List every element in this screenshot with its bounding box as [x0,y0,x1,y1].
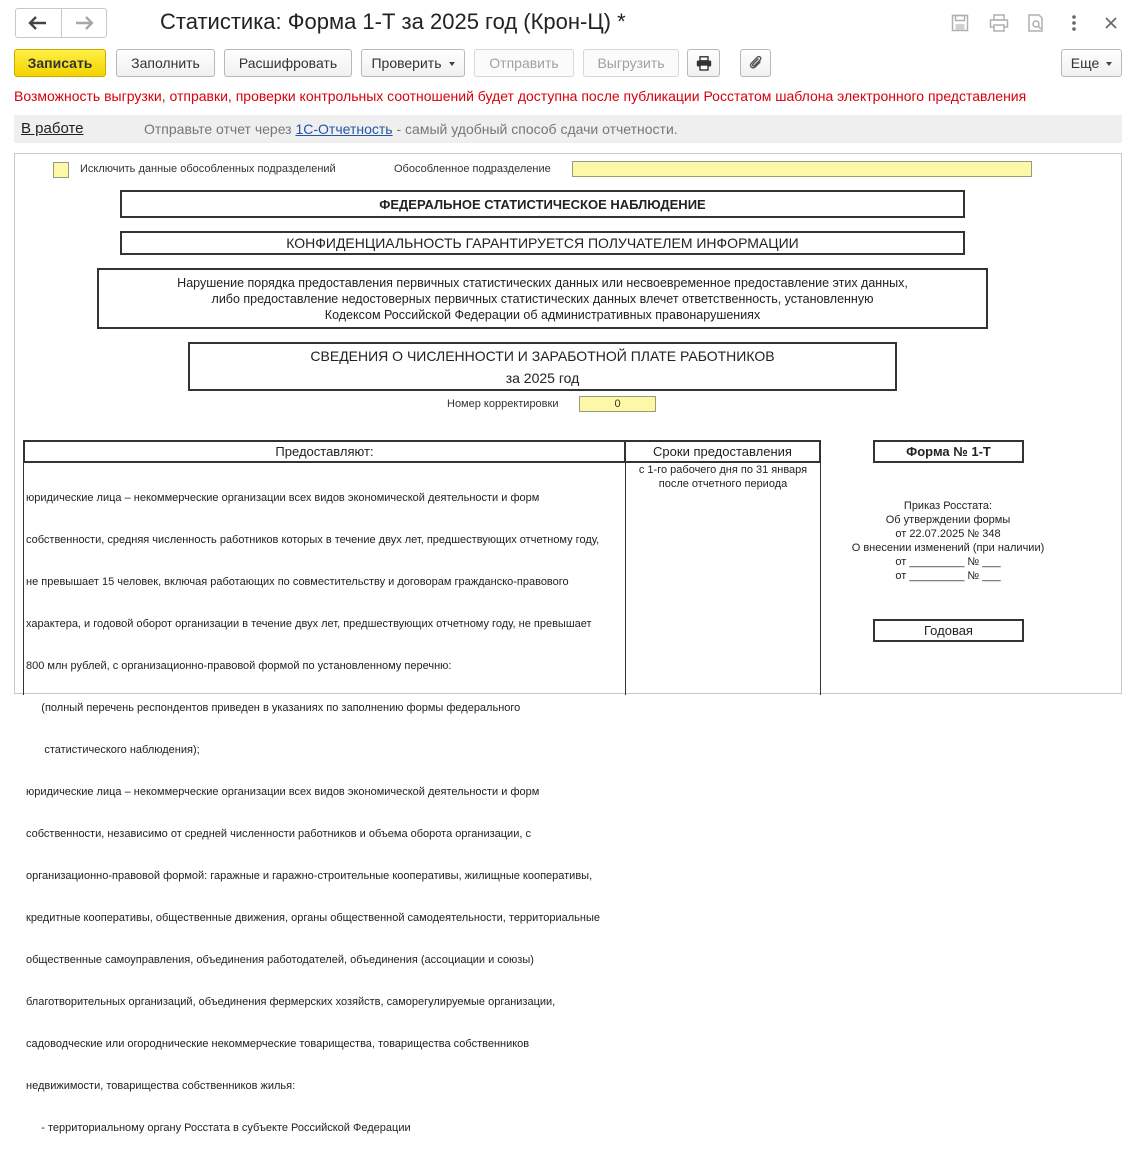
check-dropdown-button[interactable] [361,49,465,77]
respondents-line: общественные самоуправления, объединения работодателей, объединения (ассоциации и союзы) [26,954,534,966]
respondents-line: благотворительных организаций, объединения фермерских хозяйств, саморегулируемые организации, [26,996,556,1008]
more-button-label: Еще [1070,55,1100,71]
status-bar [14,115,1122,143]
forward-button[interactable] [61,9,107,37]
save-disk-icon[interactable] [947,10,973,36]
preview-icon[interactable] [1023,10,1049,36]
order-line: Об утверждении формы [885,514,1011,526]
respondents-line: статистического наблюдения); [26,744,200,756]
back-button[interactable] [16,9,61,37]
printer-icon [696,56,712,71]
publication-warning: Возможность выгрузки, отправки, проверки контрольных соотношений будет доступна после публикации Росстатом шаблона электронного представления [14,88,1027,104]
deadline-line: после отчетного периода [658,478,788,490]
print-icon[interactable] [986,10,1012,36]
table-border-left [23,463,24,695]
correction-number-label: Номер корректировки [447,398,559,410]
check-button-label: Проверить [371,55,442,71]
report-title: СВЕДЕНИЯ О ЧИСЛЕННОСТИ И ЗАРАБОТНОЙ ПЛАТЕ РАБОТНИКОВ [310,347,775,364]
chevron-down-icon [449,62,455,66]
chevron-down-icon [1106,62,1112,66]
confidentiality-header: КОНФИДЕНЦИАЛЬНОСТЬ ГАРАНТИРУЕТСЯ ПОЛУЧАТЕЛЕМ ИНФОРМАЦИИ [120,231,965,255]
report-title-box [188,342,897,391]
violation-line: либо предоставление недостоверных первичных статистических данных влечет ответственность, установленную [211,291,874,306]
respondents-line: 800 млн рублей, с организационно-правовой формой по установленному перечню: [26,660,452,672]
deadline-line: с 1-го рабочего дня по 31 января [638,464,808,476]
paperclip-icon [749,55,763,71]
save-button[interactable]: Записать [14,49,106,77]
order-line: от 22.07.2025 № 348 [895,528,1001,540]
more-vertical-icon[interactable] [1061,10,1087,36]
order-line: от _________ № ___ [895,570,1001,582]
order-line: от _________ № ___ [895,556,1001,568]
order-line: О внесении изменений (при наличии) [851,542,1045,554]
attach-button[interactable] [740,49,771,77]
send-hint-suffix: - самый удобный способ сдачи отчетности. [392,121,678,137]
deadlines-cell [627,463,819,491]
respondents-line: собственности, средняя численность работников которых в течение двух лет, предшествующих отчетному году, [26,534,600,546]
exclude-subdivisions-checkbox[interactable] [53,162,69,178]
respondents-line: садоводческие или огороднические некоммерческие товарищества, товарищества собственников [26,1038,530,1050]
violation-notice [97,268,988,329]
violation-line: Кодексом Российской Федерации об административных правонарушениях [324,307,761,322]
respondents-line: характера, и годовой оборот организации в течение двух лет, предшествующих отчетному году, не превышает [26,618,592,630]
respondents-line: юридические лица – некоммерческие организации всех видов экономической деятельности и форм [26,786,540,798]
respondents-line: собственности, независимо от средней численности работников и объема оборота организации, с [26,828,531,840]
federal-observation-header: ФЕДЕРАЛЬНОЕ СТАТИСТИЧЕСКОЕ НАБЛЮДЕНИЕ [120,190,965,218]
form-number-box: Форма № 1-Т [873,440,1024,463]
respondents-line: недвижимости, товарищества собственников жилья: [26,1080,296,1092]
respondents-line: - территориальному органу Росстата в субъекте Российской Федерации [26,1122,411,1134]
respondents-line: юридические лица – некоммерческие организации всех видов экономической деятельности и форм [26,492,540,504]
send-hint-prefix: Отправьте отчет через [144,121,296,137]
export-button[interactable]: Выгрузить [583,49,679,77]
window-title: Статистика: Форма 1-Т за 2025 год (Крон-Ц) * [160,9,626,34]
navigation-group [15,8,107,38]
periodicity-box: Годовая [873,619,1024,642]
table-border-right [820,463,821,695]
decode-button[interactable]: Расшифровать [224,49,352,77]
send-button[interactable]: Отправить [474,49,574,77]
subdivision-label: Обособленное подразделение [394,163,551,175]
send-hint [144,121,678,137]
arrow-right-icon [75,16,93,30]
report-document [14,153,1122,1134]
close-icon[interactable] [1098,10,1124,36]
more-dropdown-button[interactable] [1061,49,1122,77]
fill-button[interactable]: Заполнить [116,49,215,77]
table-header-respondents: Предоставляют: [23,440,626,463]
arrow-left-icon [29,16,47,30]
rosstat-order-block [833,499,1063,583]
table-header-deadlines: Сроки предоставления [624,440,821,463]
respondents-line: (полный перечень респондентов приведен в указаниях по заполнению формы федерального [26,702,521,714]
correction-number-field[interactable]: 0 [579,396,656,412]
violation-line: Нарушение порядка предоставления первичных статистических данных или несвоевременное предоставление этих данных, [177,275,908,290]
respondents-line: кредитные кооперативы, общественные движения, органы общественной самодеятельности, территориальные [26,912,600,924]
reporting-service-link[interactable]: 1С-Отчетность [295,121,393,137]
respondents-line: организационно-правовой формой: гаражные и гаражно-строительные кооперативы, жилищные кооперативы, [26,870,593,882]
table-border-middle [625,463,626,695]
title-bar [0,0,1130,46]
print-button[interactable] [687,49,720,77]
report-year: за 2025 год [505,369,580,386]
order-line: Приказ Росстата: [903,500,993,512]
exclude-subdivisions-label: Исключить данные обособленных подразделений [80,163,336,175]
respondents-line: не превышает 15 человек, включая работающих по совместительству и договорам гражданско-правового [26,576,569,588]
report-state-link[interactable]: В работе [21,120,84,137]
subdivision-field[interactable] [572,161,1032,177]
respondents-cell [26,463,622,1163]
